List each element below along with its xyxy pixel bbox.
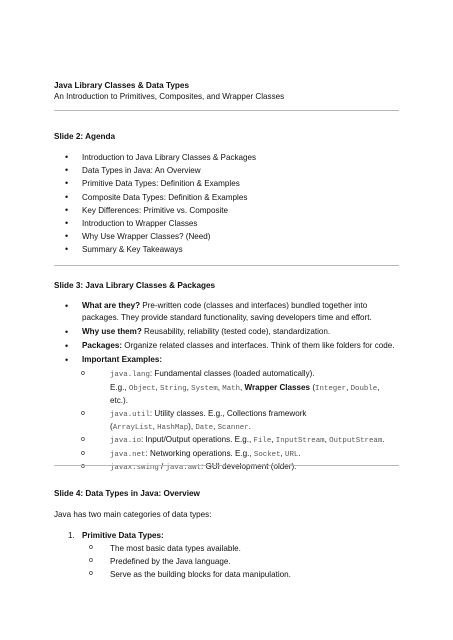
bullet-text: Reusability, reliability (tested code), standardization.: [141, 327, 331, 337]
list-item: o java.util: Utility classes. E.g., Collections framework (ArrayList, HashMap), Date, Scanner.: [54, 408, 399, 435]
code-term: Date: [195, 424, 214, 433]
example-text: : Networking operations. E.g.,: [145, 448, 254, 458]
code-term: Object: [128, 384, 156, 393]
list-item: o javax.swing / java.awt: GUI development (older).: [54, 461, 399, 474]
divider: [54, 465, 399, 466]
item-number: 1.: [68, 531, 75, 540]
document-title: Java Library Classes & Data Types: [54, 81, 190, 90]
code-term: HashMap: [157, 424, 189, 433]
code-term: ArrayList: [112, 424, 153, 433]
list-item: o Serve as the building blocks for data manipulation.: [54, 570, 291, 583]
code-term: File: [253, 437, 272, 446]
code-term: Math: [222, 384, 241, 393]
code-term: OutputStream: [329, 437, 383, 446]
slide4-intro: Java has two main categories of data types:: [54, 510, 212, 519]
wrapper-classes-label: Wrapper Classes: [244, 382, 311, 392]
list-item: o The most basic data types available.: [54, 544, 291, 557]
bullet-label: What are they?: [82, 301, 141, 310]
list-item: o java.net: Networking operations. E.g., Socket, URL.: [54, 448, 399, 461]
list-item: • Summary & Key Takeaways: [54, 245, 256, 258]
code-term: Scanner: [217, 424, 249, 433]
example-text: : GUI development (older).: [201, 462, 297, 472]
document-subtitle: An Introduction to Primitives, Composites, and Wrapper Classes: [54, 92, 285, 101]
example-text: : Input/Output operations. E.g.,: [141, 435, 254, 445]
list-item: [54, 340, 399, 352]
bullet-text: Organize related classes and interfaces. Think of them like folders for code.: [122, 341, 395, 351]
code-term: Socket: [253, 450, 281, 459]
example-text: etc.).: [110, 396, 128, 406]
list-item: • Composite Data Types: Definition & Examples: [54, 193, 256, 206]
list-item: [54, 354, 399, 366]
bullet-label: Packages:: [82, 341, 123, 351]
numbered-item: [68, 531, 164, 541]
code-term: java.lang: [110, 371, 150, 380]
list-item: [54, 300, 399, 325]
list-item: • Introduction to Java Library Classes & Packages: [54, 153, 256, 166]
slide2-heading: Slide 2: Agenda: [54, 132, 116, 141]
code-term: URL: [285, 450, 299, 459]
bullet-label: Important Examples:: [82, 355, 163, 365]
primitive-list: [54, 544, 291, 584]
code-term: java.net: [110, 450, 146, 459]
list-item: • Data Types in Java: An Overview: [54, 166, 256, 179]
examples-list: [54, 368, 399, 474]
code-term: InputStream: [275, 437, 325, 446]
list-item: [54, 326, 399, 338]
bullet-text: Pre-written code (classes and interfaces) bundled together into packages. They provide standard functionality, saving developers time and effort.: [82, 301, 372, 323]
example-text: E.g.,: [110, 382, 129, 392]
item-label: Primitive Data Types:: [82, 531, 164, 540]
code-term: Integer: [315, 384, 347, 393]
slide3-heading: Slide 3: Java Library Classes & Packages: [54, 281, 216, 290]
bullet-label: Why use them?: [82, 327, 142, 337]
code-term: Double: [350, 384, 378, 393]
list-item: • Primitive Data Types: Definition & Examples: [54, 179, 256, 192]
list-item: • Key Differences: Primitive vs. Composite: [54, 206, 256, 219]
code-term: java.awt: [165, 464, 202, 473]
list-item: o Predefined by the Java language.: [54, 557, 291, 570]
list-item: o java.lang: Fundamental classes (loaded automatically). E.g., Object, String, System, Math, Wrapper Classes (Integer, Double, etc.).: [54, 368, 399, 407]
list-item: o java.io: Input/Output operations. E.g., File, InputStream, OutputStream.: [54, 434, 399, 447]
divider: [54, 110, 399, 111]
code-term: javax.swing: [110, 464, 159, 473]
code-term: System: [191, 384, 218, 393]
list-item: • Why Use Wrapper Classes? (Need): [54, 232, 256, 245]
agenda-list: [54, 153, 256, 259]
code-term: java.io: [110, 437, 142, 446]
example-text: : Fundamental classes (loaded automatically).: [149, 369, 315, 379]
slide3-body: [54, 300, 399, 475]
code-term: String: [160, 384, 187, 393]
slide4-heading: Slide 4: Data Types in Java: Overview: [54, 489, 200, 498]
divider: [54, 265, 399, 266]
example-text: : Utility classes. E.g., Collections framework: [149, 408, 307, 418]
code-term: java.util: [110, 410, 150, 419]
list-item: • Introduction to Wrapper Classes: [54, 219, 256, 232]
